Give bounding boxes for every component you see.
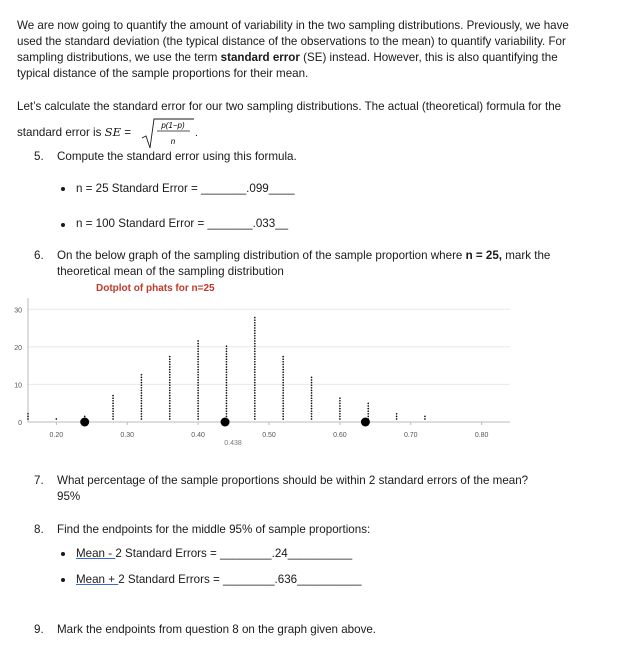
bullet-icon [61,187,65,191]
data-dot [197,403,199,405]
intro-line: We are now going to quantify the amount of variability in the two sampling distributions. Previously, we have [17,19,569,32]
data-dot [197,418,199,420]
intro-line: used the standard deviation (the typical distance of the observations to the mean) to quantify variability. For [17,35,566,48]
x-tick-label: 0.60 [333,432,347,439]
data-dot [169,416,171,418]
data-dot [226,403,228,405]
data-dot [311,384,313,386]
data-dot [254,384,256,386]
q5-number: 5. [34,150,44,163]
data-dot [339,400,341,402]
data-dot [169,374,171,376]
intro-paragraph [17,18,617,82]
data-dot [254,400,256,402]
data-dot [197,395,199,397]
data-dot [254,397,256,399]
dot-stack [339,397,341,419]
data-dot [112,410,114,412]
y-tick-label: 20 [14,344,22,352]
data-dot [197,413,199,415]
lower-endpoint-mark [80,418,89,427]
data-dot [112,408,114,410]
data-dot [254,340,256,342]
data-dot [367,408,369,410]
data-dot [141,413,143,415]
data-dot [169,408,171,410]
data-dot [396,416,398,418]
data-dot [311,408,313,410]
plot-marks [27,317,426,447]
data-dot [226,395,228,397]
q8-item-upper: Mean + 2 Standard Errors = ________.636__________ [76,573,362,586]
intro-line: typical distance of the sample proportions for their mean. [17,67,309,80]
data-dot [197,384,199,386]
data-dot [254,387,256,389]
data-dot [226,371,228,373]
data-dot [27,416,29,418]
data-dot [226,382,228,384]
data-dot [339,405,341,407]
y-tick-label: 30 [14,307,22,315]
dot-stack [141,374,143,420]
data-dot [169,382,171,384]
data-dot [169,410,171,412]
data-dot [112,416,114,418]
data-dot [311,400,313,402]
data-dot [254,371,256,373]
data-dot [282,369,284,371]
data-dot [197,405,199,407]
data-dot [282,366,284,368]
data-dot [254,410,256,412]
data-dot [424,416,426,418]
data-dot [282,387,284,389]
data-dot [226,413,228,415]
data-dot [226,400,228,402]
data-dot [226,345,228,347]
q7-answer: 95% [57,490,81,503]
data-dot [282,413,284,415]
data-dot [141,408,143,410]
q5-text: Compute the standard error using this formula. [57,150,297,163]
data-dot [141,382,143,384]
plot-frame [14,298,510,439]
data-dot [226,366,228,368]
data-dot [112,418,114,420]
data-dot [197,361,199,363]
data-dot [27,413,29,415]
dot-stack [311,377,313,420]
data-dot [254,377,256,379]
data-dot [254,356,256,358]
data-dot [254,416,256,418]
data-dot [197,358,199,360]
data-dot [197,369,199,371]
data-dot [169,413,171,415]
data-dot [254,418,256,420]
chart-title: Dotplot of phats for n=25 [96,283,215,294]
data-dot [226,379,228,381]
data-dot [254,374,256,376]
data-dot [254,332,256,334]
data-dot [282,364,284,366]
data-dot [169,400,171,402]
data-dot [197,374,199,376]
data-dot [226,351,228,353]
data-dot [282,356,284,358]
data-dot [254,408,256,410]
intro-line: sampling distributions, we use the term standard error (SE) instead. However, this is also quantifying the [17,51,558,64]
data-dot [226,348,228,350]
data-dot [339,397,341,399]
data-dot [226,416,228,418]
data-dot [282,405,284,407]
dot-stack [56,418,58,420]
data-dot [141,387,143,389]
data-dot [169,395,171,397]
data-dot [282,400,284,402]
dot-stack [27,413,29,420]
x-tick-label: 0.30 [120,432,135,439]
data-dot [141,403,143,405]
data-dot [282,418,284,420]
dot-stack [226,345,228,419]
data-dot [169,405,171,407]
dot-stack [112,395,114,420]
data-dot [282,361,284,363]
data-dot [226,364,228,366]
data-dot [311,387,313,389]
x-tick-label: 0.40 [191,432,205,439]
answer-value: .636 [274,573,298,586]
data-dot [311,413,313,415]
data-dot [226,405,228,407]
y-tick-label: 0 [18,420,22,427]
data-dot [339,413,341,415]
data-dot [197,353,199,355]
data-dot [282,395,284,397]
data-dot [169,390,171,392]
data-dot [254,358,256,360]
dotplot-chart [0,290,520,450]
data-dot [282,384,284,386]
data-dot [169,377,171,379]
data-dot [254,405,256,407]
data-dot [226,410,228,412]
data-dot [197,390,199,392]
data-dot [254,325,256,327]
data-dot [282,374,284,376]
dot-stack [169,356,171,420]
data-dot [311,405,313,407]
formula-denominator: n [170,137,176,146]
data-dot [141,390,143,392]
data-dot [169,403,171,405]
data-dot [254,353,256,355]
data-dot [226,397,228,399]
data-dot [169,392,171,394]
data-dot [197,392,199,394]
data-dot [226,408,228,410]
data-dot [254,390,256,392]
data-dot [311,416,313,418]
q5-item-n100: n = 100 Standard Error = _______.033__ [76,217,289,230]
data-dot [311,377,313,379]
data-dot [254,392,256,394]
data-dot [197,366,199,368]
data-dot [282,392,284,394]
data-dot [339,416,341,418]
data-dot [311,410,313,412]
data-dot [254,343,256,345]
data-dot [311,418,313,420]
data-dot [254,317,256,319]
data-dot [141,377,143,379]
data-dot [339,408,341,410]
dot-stack [367,403,369,420]
data-dot [197,408,199,410]
data-dot [169,361,171,363]
data-dot [197,345,199,347]
data-dot [141,410,143,412]
data-dot [197,410,199,412]
standard-error-term: standard error [220,51,300,64]
data-dot [226,384,228,386]
data-dot [396,418,398,420]
data-dot [226,353,228,355]
data-dot [56,418,58,420]
data-dot [226,387,228,389]
data-dot [367,413,369,415]
data-dot [226,361,228,363]
data-dot [141,384,143,386]
data-dot [424,418,426,420]
data-dot [254,382,256,384]
data-dot [226,369,228,371]
data-dot [169,397,171,399]
data-dot [197,343,199,345]
data-dot [282,408,284,410]
data-dot [339,403,341,405]
mean-mark [221,418,230,427]
data-dot [169,364,171,366]
dot-stack [254,317,256,420]
data-dot [197,340,199,342]
y-tick-label: 10 [14,382,22,390]
data-dot [254,348,256,350]
data-dot [226,392,228,394]
q7-number: 7. [34,474,44,487]
data-dot [226,390,228,392]
data-dot [169,371,171,373]
data-dot [169,358,171,360]
q8-number: 8. [34,523,44,536]
data-dot [254,403,256,405]
data-dot [169,418,171,420]
data-dot [226,377,228,379]
data-dot [112,413,114,415]
data-dot [27,418,29,420]
data-dot [254,330,256,332]
bullet-icon [61,223,65,227]
data-dot [254,395,256,397]
bullet-icon [61,552,65,556]
data-dot [282,416,284,418]
data-dot [282,390,284,392]
data-dot [112,397,114,399]
mean-value-label: 0.438 [224,440,242,447]
data-dot [197,397,199,399]
q6-number: 6. [34,249,44,262]
x-tick-label: 0.80 [474,432,489,439]
data-dot [254,338,256,340]
data-dot [141,397,143,399]
data-dot [169,366,171,368]
data-dot [254,379,256,381]
answer-value: .033 [252,217,276,230]
data-dot [282,382,284,384]
formula-intro: Let’s calculate the standard error for our two sampling distributions. The actual (theoretical) formula for the [17,100,562,113]
data-dot [339,418,341,420]
q5-item-n25: n = 25 Standard Error = _______.099____ [76,182,295,195]
q6-line2: theoretical mean of the sampling distribution [57,265,284,278]
data-dot [254,361,256,363]
data-dot [311,392,313,394]
dot-stack [197,340,199,420]
data-dot [226,374,228,376]
se-symbol: SE [104,125,122,139]
data-dot [197,371,199,373]
data-dot [254,366,256,368]
dot-stack [424,416,426,420]
data-dot [367,410,369,412]
data-dot [169,356,171,358]
data-dot [112,405,114,407]
data-dot [311,382,313,384]
formula-numerator: p(1−p) [161,121,185,130]
data-dot [396,413,398,415]
data-dot [282,410,284,412]
data-dot [367,416,369,418]
data-dot [226,358,228,360]
sqrt-formula [140,116,202,150]
data-dot [254,351,256,353]
data-dot [311,390,313,392]
data-dot [197,379,199,381]
data-dot [197,364,199,366]
data-dot [311,379,313,381]
data-dot [169,384,171,386]
data-dot [197,351,199,353]
svg-text:.: . [195,128,198,139]
data-dot [311,403,313,405]
data-dot [197,382,199,384]
data-dot [339,410,341,412]
data-dot [197,348,199,350]
data-dot [169,369,171,371]
data-dot [197,400,199,402]
data-dot [367,405,369,407]
data-dot [311,397,313,399]
q9-number: 9. [34,623,44,636]
data-dot [141,416,143,418]
data-dot [282,379,284,381]
q7-text: What percentage of the sample proportions should be within 2 standard errors of the mean? [57,474,529,487]
q8-text: Find the endpoints for the middle 95% of sample proportions: [57,523,371,536]
data-dot [254,322,256,324]
q6-line1: On the below graph of the sampling distribution of the sample proportion where n = 25, mark the [57,249,551,262]
data-dot [141,395,143,397]
data-dot [197,356,199,358]
data-dot [282,377,284,379]
data-dot [169,379,171,381]
formula-line: standard error is SE = [17,125,132,139]
data-dot [311,395,313,397]
data-dot [141,405,143,407]
data-dot [254,327,256,329]
data-dot [367,403,369,405]
data-dot [254,319,256,321]
data-dot [141,400,143,402]
data-dot [282,397,284,399]
data-dot [254,335,256,337]
x-tick-label: 0.20 [49,432,64,439]
data-dot [254,364,256,366]
dot-stack [282,356,284,420]
data-dot [197,377,199,379]
x-tick-label: 0.50 [262,432,276,439]
data-dot [141,374,143,376]
data-dot [84,416,86,418]
x-tick-label: 0.70 [403,432,418,439]
data-dot [112,400,114,402]
data-dot [112,403,114,405]
data-dot [282,403,284,405]
data-dot [254,345,256,347]
bullet-icon [61,578,65,582]
data-dot [282,371,284,373]
answer-value: .099 [246,182,269,195]
upper-endpoint-mark [361,418,370,427]
data-dot [254,413,256,415]
data-dot [112,395,114,397]
q8-item-lower: Mean - 2 Standard Errors = ________.24__________ [76,547,353,560]
data-dot [197,416,199,418]
data-dot [141,392,143,394]
dot-stack [396,413,398,420]
data-dot [141,418,143,420]
q9-text: Mark the endpoints from question 8 on the graph given above. [57,623,377,636]
data-dot [226,356,228,358]
data-dot [141,379,143,381]
data-dot [169,387,171,389]
answer-value: .24 [271,547,288,560]
data-dot [282,358,284,360]
data-dot [254,369,256,371]
data-dot [197,387,199,389]
